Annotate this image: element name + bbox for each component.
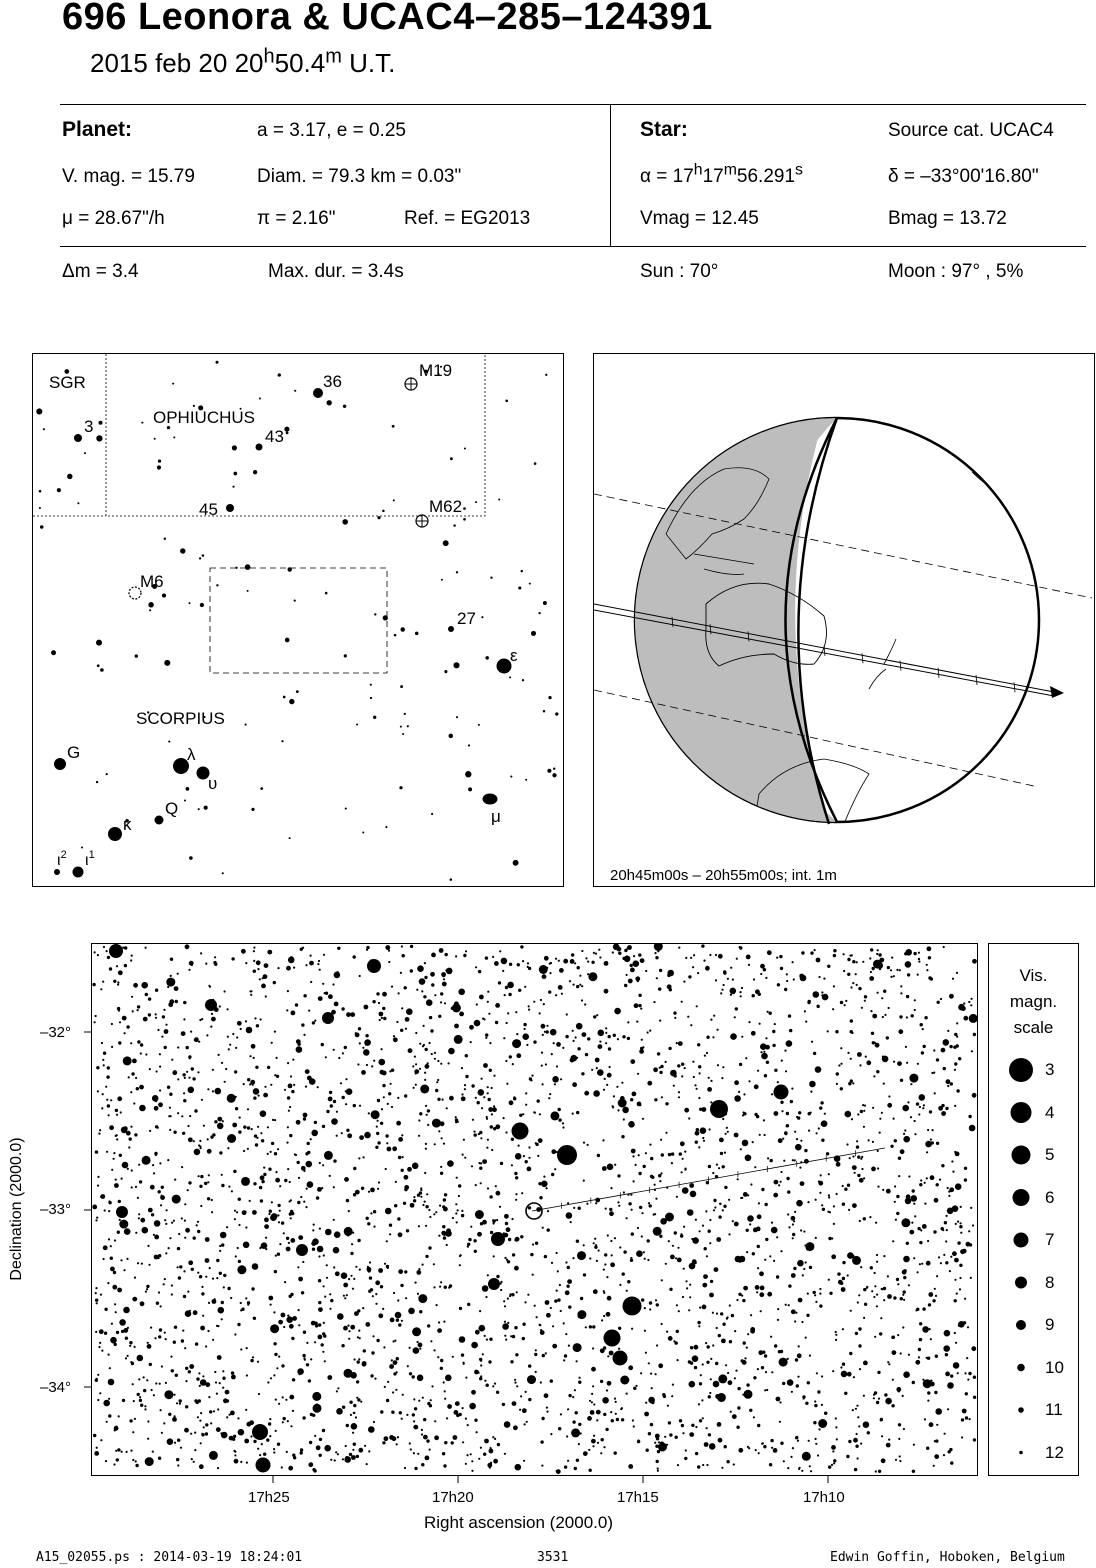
planet-reference: Ref. = EG2013: [404, 208, 531, 229]
footer-number: 3531: [537, 1550, 569, 1565]
legend-magnitude-label: 12: [1045, 1442, 1064, 1462]
legend-dot: [1015, 1277, 1027, 1289]
legend-magnitude-label: 4: [1045, 1102, 1055, 1122]
legend-dot: [1019, 1451, 1023, 1455]
legend-title: magn.: [1009, 992, 1058, 1011]
legend-magnitude-label: 8: [1045, 1272, 1055, 1292]
x-tick-label: 17h10: [803, 1489, 845, 1506]
label-27: 27: [457, 609, 476, 628]
x-tick-label: 17h25: [248, 1489, 290, 1506]
label-kappa: κ: [123, 815, 132, 834]
event-datetime: 2015 feb 20 20$^h$50.4$^m$ U.T.: [90, 45, 396, 78]
legend-dot: [1018, 1407, 1024, 1413]
planet-vmag: V. mag. = 15.79: [62, 166, 195, 187]
label-iota2: $\iota^2$: [57, 849, 67, 869]
globe-caption: 20h45m00s – 20h55m00s; int. 1m: [610, 867, 837, 884]
x-tick-label: 17h15: [617, 1489, 659, 1506]
label-m6: M6: [140, 572, 164, 591]
y-axis-title: Declination (2000.0): [8, 1137, 25, 1281]
planet-diameter: Diam. = 79.3 km = 0.03": [257, 166, 462, 187]
legend-magnitude-label: 3: [1045, 1060, 1055, 1079]
legend-dot: [1011, 1102, 1032, 1123]
legend-magnitude-label: 9: [1045, 1315, 1055, 1334]
legend-magnitude-label: 10: [1045, 1357, 1064, 1377]
star-bmag: Bmag = 13.72: [888, 208, 1007, 229]
footer-author: Edwin Goffin, Hoboken, Belgium: [830, 1550, 1065, 1565]
legend-magnitude-label: 11: [1045, 1400, 1063, 1419]
legend-dot: [1013, 1189, 1030, 1206]
legend-dot: [1012, 1146, 1031, 1165]
planet-orbit: a = 3.17, e = 0.25: [257, 120, 406, 141]
planet-heading: Planet:: [62, 118, 133, 141]
footer-file-info: A15_02055.ps : 2014-03-19 18:24:01: [36, 1550, 303, 1565]
label-ophiuchus: OPHIUCHUS: [153, 408, 256, 427]
legend-dot: [1014, 1233, 1029, 1248]
legend-magnitude-label: 5: [1045, 1145, 1055, 1164]
legend-dot: [1016, 1320, 1026, 1330]
legend-dot: [1009, 1058, 1033, 1082]
legend-title: Vis.: [1019, 966, 1048, 985]
star-right-ascension: $\alpha = 17^h17^m56.291^s$: [640, 161, 803, 187]
label-q: Q: [165, 799, 179, 818]
y-tick-label: –32°: [40, 1024, 72, 1041]
label-g: G: [67, 743, 81, 762]
label-scorpius: SCORPIUS: [136, 709, 225, 728]
max-duration: Max. dur. = 3.4s: [268, 261, 404, 282]
magnitude-drop: Δm = 3.4: [62, 261, 139, 282]
label-m62: M62: [429, 497, 463, 516]
x-tick-label: 17h20: [432, 1489, 474, 1506]
label-mu: μ: [491, 807, 501, 826]
legend-magnitude-label: 6: [1045, 1187, 1055, 1207]
legend-magnitude-label: 7: [1045, 1230, 1055, 1249]
label-sgr: SGR: [49, 373, 86, 392]
x-axis-title: Right ascension (2000.0): [424, 1513, 614, 1532]
label-45: 45: [199, 500, 218, 519]
label-43: 43: [265, 427, 284, 446]
label-epsilon: ε: [510, 646, 518, 665]
planet-parallax: π = 2.16": [257, 208, 336, 229]
legend-dots: [989, 944, 1078, 1475]
moon-elongation: Moon : 97° , 5%: [888, 261, 1024, 282]
legend-title: scale: [1013, 1018, 1054, 1037]
y-tick-label: –33°: [40, 1201, 72, 1218]
label-m19: M19: [419, 361, 453, 380]
planet-motion: μ = 28.67"/h: [62, 208, 165, 229]
star-source-catalog: Source cat. UCAC4: [888, 120, 1054, 141]
y-tick-label: –34°: [40, 1379, 72, 1396]
legend-dot: [1017, 1364, 1025, 1372]
label-36: 36: [323, 372, 342, 391]
label-3: 3: [84, 417, 94, 436]
star-vmag: Vmag = 12.45: [640, 208, 759, 229]
magnitude-legend: [988, 943, 1079, 1476]
label-lambda: λ: [187, 745, 196, 764]
event-title: 696 Leonora & UCAC4–285–124391: [62, 0, 713, 38]
star-declination: δ = –33°00'16.80": [888, 166, 1039, 187]
star-heading: Star:: [640, 118, 688, 141]
label-upsilon: υ: [208, 774, 218, 793]
label-iota1: $\iota^1$: [85, 849, 95, 869]
sun-elongation: Sun : 70°: [640, 261, 719, 282]
